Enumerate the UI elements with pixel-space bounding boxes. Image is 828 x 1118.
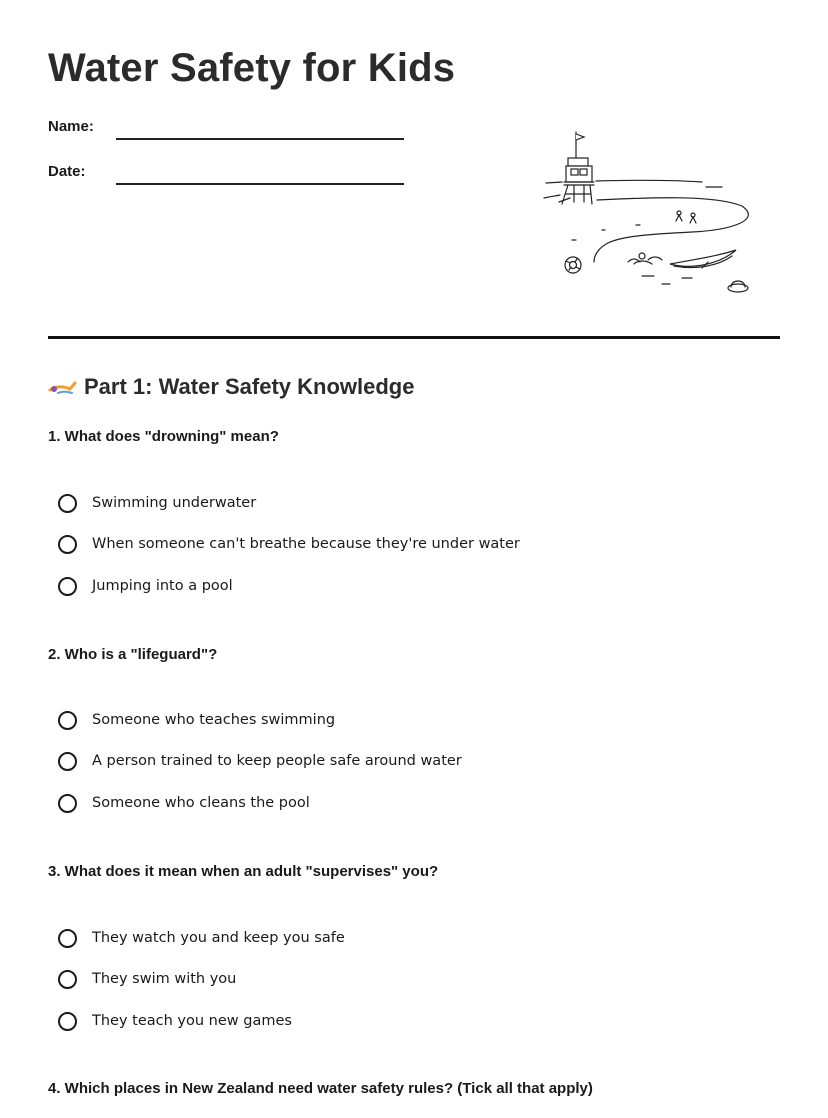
radio-button[interactable] [58,929,77,948]
radio-button[interactable] [58,494,77,513]
option-1a[interactable] [58,490,256,516]
option-label: When someone can't breathe because they're under water [92,536,520,552]
date-field[interactable] [48,163,408,187]
question-text: 1. What does "drowning" mean? [48,428,279,445]
section-heading-text: Part 1: Water Safety Knowledge [84,374,415,399]
date-label: Date: [48,163,86,180]
option-3b[interactable] [58,966,236,992]
radio-button[interactable] [58,711,77,730]
radio-button[interactable] [58,752,77,771]
option-label: They teach you new games [92,1013,292,1029]
option-1c[interactable] [58,573,233,599]
radio-button[interactable] [58,794,77,813]
option-label: They watch you and keep you safe [92,930,345,946]
option-label: Swimming underwater [92,495,257,511]
date-line[interactable] [116,183,404,185]
section-heading-part-1 [48,374,414,400]
radio-button[interactable] [58,577,77,596]
option-3c[interactable] [58,1008,292,1034]
option-label: Jumping into a pool [92,578,233,594]
option-2b[interactable] [58,748,462,774]
radio-button[interactable] [58,535,77,554]
radio-button[interactable] [58,970,77,989]
beach-illustration [542,128,754,300]
option-label: Someone who cleans the pool [92,795,310,811]
name-field[interactable] [48,118,408,142]
option-2c[interactable] [58,790,310,816]
option-label: Someone who teaches swimming [92,712,336,728]
option-2a[interactable] [58,707,335,733]
section-divider [48,336,780,339]
question-text: 3. What does it mean when an adult "supervises" you? [48,863,439,880]
worksheet-page [48,0,780,1118]
swimmer-icon [48,377,78,397]
radio-button[interactable] [58,1012,77,1031]
question-text: 4. Which places in New Zealand need water safety rules? (Tick all that apply) [48,1080,593,1097]
option-3a[interactable] [58,925,345,951]
name-label: Name: [48,118,94,135]
page-title: Water Safety for Kids [48,46,456,90]
name-line[interactable] [116,138,404,140]
question-text: 2. Who is a "lifeguard"? [48,646,218,663]
option-label: They swim with you [92,971,237,987]
option-1b[interactable] [58,531,520,557]
option-label: A person trained to keep people safe around water [92,753,462,769]
